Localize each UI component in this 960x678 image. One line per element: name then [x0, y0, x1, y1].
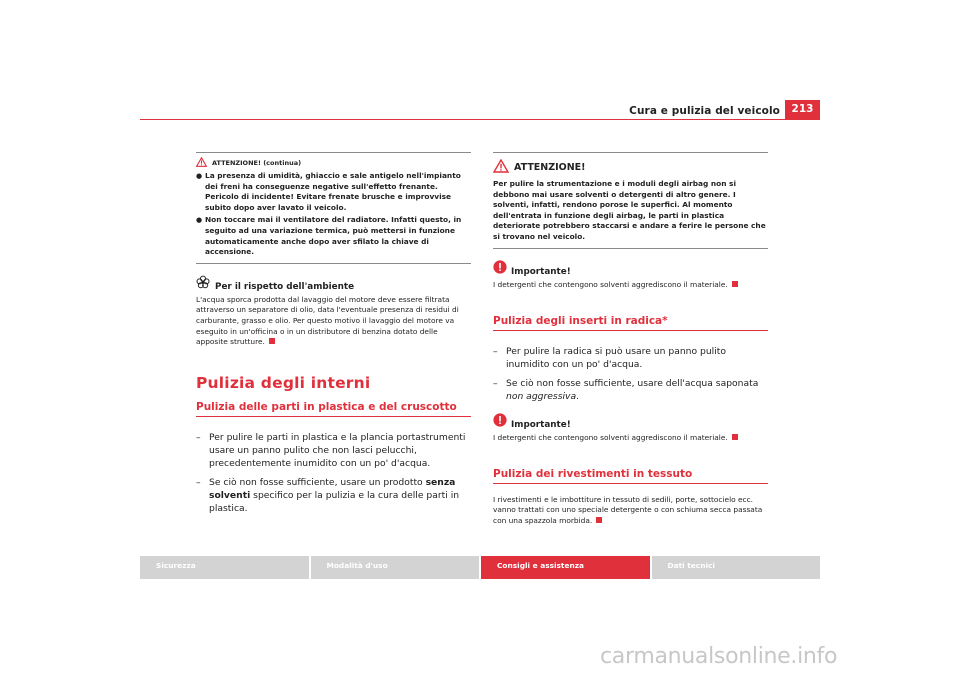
flower-icon	[196, 275, 210, 292]
steps-list	[196, 431, 471, 515]
tab-modalita-uso[interactable]: Modalità d'uso	[311, 556, 480, 579]
footer-tabs	[140, 556, 820, 579]
warning-item-text: La presenza di umidità, ghiaccio e sale antigelo nell'impianto dei freni ha conseguenze negative sull'effetto frenante. Pericolo di incidente! Evitare frenate brusche e improvvise subito dopo aver lavato il veicolo.	[205, 171, 461, 212]
page-number: 213	[785, 100, 820, 119]
warning-text: Per pulire la strumentazione e i moduli degli airbag non si debbono mai usare solventi o detergenti di altro genere. I solventi, infatti, rendono porose le superfici. Al momento dell'entrata in funzione degli airbag, le parti in plastica deteriorate potrebbero staccarsi e andare a ferire le persone che si trovano nel veicolo.	[493, 179, 766, 241]
step-text: Per pulire la radica si può usare un panno pulito inumidito con un po' d'acqua.	[506, 346, 727, 371]
list-item: – Se ciò non fosse sufficiente, usare dell'acqua saponata non aggressiva.	[493, 377, 768, 403]
warning-box	[493, 152, 768, 249]
step-text: Per pulire le parti in plastica e la plancia portastrumenti usare un panno pulito che non lasci pelucchi, precedentemente inumidito con un po' d'acqua.	[209, 431, 466, 469]
warning-heading	[493, 159, 768, 176]
list-item: – Per pulire le parti in plastica e la plancia portastrumenti usare un panno pulito che non lasci pelucchi, precedentemente inumidito con un po' d'acqua.	[196, 431, 471, 470]
warning-title: ATTENZIONE!	[514, 162, 586, 173]
warning-item	[196, 171, 471, 213]
important-heading	[493, 413, 768, 430]
watermark: carmanualsonline.info	[600, 644, 838, 669]
warning-item	[196, 215, 471, 257]
radica-steps-list	[493, 345, 768, 403]
environment-heading	[196, 275, 471, 292]
warning-continued-box	[196, 152, 471, 264]
warning-item-text: Non toccare mai il ventilatore del radiatore. Infatti questo, in seguito ad una variazione termica, può mettersi in funzione automaticamente anche dopo aver sfilato la chiave di accensione.	[205, 215, 462, 257]
important-title: Importante!	[511, 266, 571, 277]
tessuto-title: Pulizia dei rivestimenti in tessuto	[493, 468, 768, 484]
tab-consigli-assistenza[interactable]: Consigli e assistenza	[481, 556, 650, 579]
bullet-icon: ●	[196, 172, 203, 180]
important-text: I detergenti che contengono solventi aggrediscono il materiale.	[493, 280, 768, 291]
left-column	[196, 152, 471, 521]
list-item: – Per pulire la radica si può usare un panno pulito inumidito con un po' d'acqua.	[493, 345, 768, 371]
step-text: Se ciò non fosse sufficiente, usare un prodotto senza solventi specifico per la pulizia e la cura delle parti in plastica.	[209, 476, 460, 514]
exclamation-circle-icon	[493, 260, 507, 277]
tab-sicurezza[interactable]: Sicurezza	[140, 556, 309, 579]
red-square-icon	[269, 338, 275, 344]
warning-continued-title: ATTENZIONE! (continua)	[212, 159, 302, 167]
environment-title: Per il rispetto dell'ambiente	[215, 281, 355, 292]
radica-title: Pulizia degli inserti in radica*	[493, 315, 768, 331]
subsection-title: Pulizia delle parti in plastica e del cruscotto	[196, 401, 471, 417]
warning-triangle-icon	[196, 157, 207, 169]
important-title: Importante!	[511, 420, 571, 431]
important-text: I detergenti che contengono solventi aggrediscono il materiale.	[493, 433, 768, 444]
right-column	[493, 152, 768, 527]
red-square-icon	[732, 281, 738, 287]
step-text: Se ciò non fosse sufficiente, usare dell'acqua saponata non aggressiva.	[506, 378, 759, 403]
list-item: – Se ciò non fosse sufficiente, usare un prodotto senza solventi specifico per la pulizia e la cura delle parti in plastica.	[196, 476, 471, 515]
header-rule	[140, 119, 820, 120]
tessuto-text: I rivestimenti e le imbottiture in tessuto di sedili, porte, sottocielo ecc. vanno trattati con uno speciale detergente o con schiuma secca passata con una spazzola morbida.	[493, 494, 763, 525]
important-heading	[493, 260, 768, 277]
environment-text: L'acqua sporca prodotta dal lavaggio del motore deve essere filtrata attraverso un separatore di olio, data l'eventuale presenza di residui di carburante, grasso e olio. Per questo motivo il lavaggio del motore va eseguito in un'officina o in un distributore di benzina dotato delle apposite strutture.	[196, 294, 459, 347]
warning-continued-heading	[196, 157, 471, 169]
tab-dati-tecnici[interactable]: Dati tecnici	[652, 556, 821, 579]
red-square-icon	[596, 517, 602, 523]
chapter-title: Cura e pulizia del veicolo	[629, 105, 780, 117]
exclamation-circle-icon	[493, 413, 507, 430]
section-title: Pulizia degli interni	[196, 373, 371, 392]
warning-triangle-icon	[493, 159, 509, 176]
bullet-icon: ●	[196, 216, 203, 225]
red-square-icon	[732, 434, 738, 440]
